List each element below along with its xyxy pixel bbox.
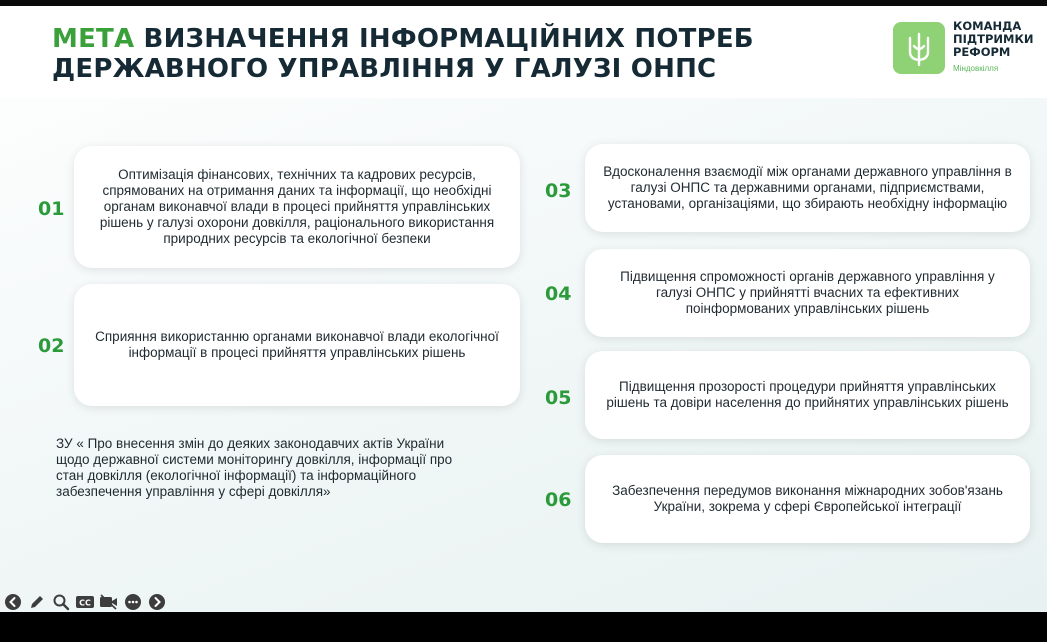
bottom-bar bbox=[0, 612, 1047, 642]
goal-number-02: 02 bbox=[38, 335, 65, 357]
goal-card-06: Забезпечення передумов виконання міжнародних зобов'язань України, зокрема у сфері Європейської інтеграції bbox=[585, 455, 1030, 543]
law-reference-note: ЗУ « Про внесення змін до деяких законодавчих актів України щодо державної системи моніторингу довкілля, інформації про стан довкілля (екологічної інформації) та інформаційного забезпечення управління у сфері довкілля» bbox=[56, 436, 453, 499]
goal-card-02: Сприяння використанню органами виконавчої влади екологічної інформації в процесі прийняття управлінських рішень bbox=[74, 284, 520, 406]
logo-line-1: КОМАНДА bbox=[953, 19, 1022, 33]
presentation-slide bbox=[0, 6, 1047, 612]
logo-line-3: РЕФОРМ bbox=[953, 45, 1011, 59]
slide-header bbox=[0, 6, 1047, 98]
zoom-icon[interactable] bbox=[51, 592, 71, 612]
more-icon[interactable] bbox=[123, 592, 143, 612]
logo-text bbox=[953, 20, 1045, 59]
title-accent: МЕТА bbox=[52, 24, 135, 54]
title-text: ВИЗНАЧЕННЯ ІНФОРМАЦІЙНИХ ПОТРЕБ ДЕРЖАВНОГО УПРАВЛІННЯ У ГАЛУЗІ ОНПС bbox=[52, 24, 754, 84]
goal-number-03: 03 bbox=[545, 180, 572, 202]
slide-title bbox=[52, 24, 832, 84]
goal-card-05: Підвищення прозорості процедури прийняття управлінських рішень та довіри населення до прийнятих управлінських рішень bbox=[585, 351, 1030, 439]
goal-number-01: 01 bbox=[38, 198, 65, 220]
reform-team-logo bbox=[893, 19, 1043, 78]
captions-icon[interactable] bbox=[75, 592, 95, 612]
camera-off-icon[interactable] bbox=[99, 592, 119, 612]
logo-subtitle: Міндовкілля bbox=[953, 64, 999, 73]
presentation-toolbar bbox=[3, 591, 167, 612]
trident-icon bbox=[893, 22, 945, 74]
goal-card-03: Вдосконалення взаємодії між органами державного управління в галузі ОНПС та державними органами, підприємствами, установами, організаціями, що збирають необхідну інформацію bbox=[585, 144, 1030, 232]
forward-icon[interactable] bbox=[147, 592, 167, 612]
logo-line-2: ПІДТРИМКИ bbox=[953, 32, 1034, 46]
svg-text:CC: CC bbox=[79, 598, 91, 608]
goal-number-06: 06 bbox=[545, 489, 572, 511]
goal-number-05: 05 bbox=[545, 387, 572, 409]
goal-card-01: Оптимізація фінансових, технічних та кадрових ресурсів, спрямованих на отримання даних та інформації, що необхідні органам виконавчої влади в процесі прийняття управлінських рішень у галузі охорони довкілля, раціонального використання природних ресурсів та екологічної безпеки bbox=[74, 146, 520, 268]
goal-number-04: 04 bbox=[545, 283, 572, 305]
back-icon[interactable] bbox=[3, 592, 23, 612]
goal-card-04: Підвищення спроможності органів державного управління у галузі ОНПС у прийнятті вчасних та ефективних поінформованих управлінських рішень bbox=[585, 249, 1030, 337]
pen-icon[interactable] bbox=[27, 592, 47, 612]
